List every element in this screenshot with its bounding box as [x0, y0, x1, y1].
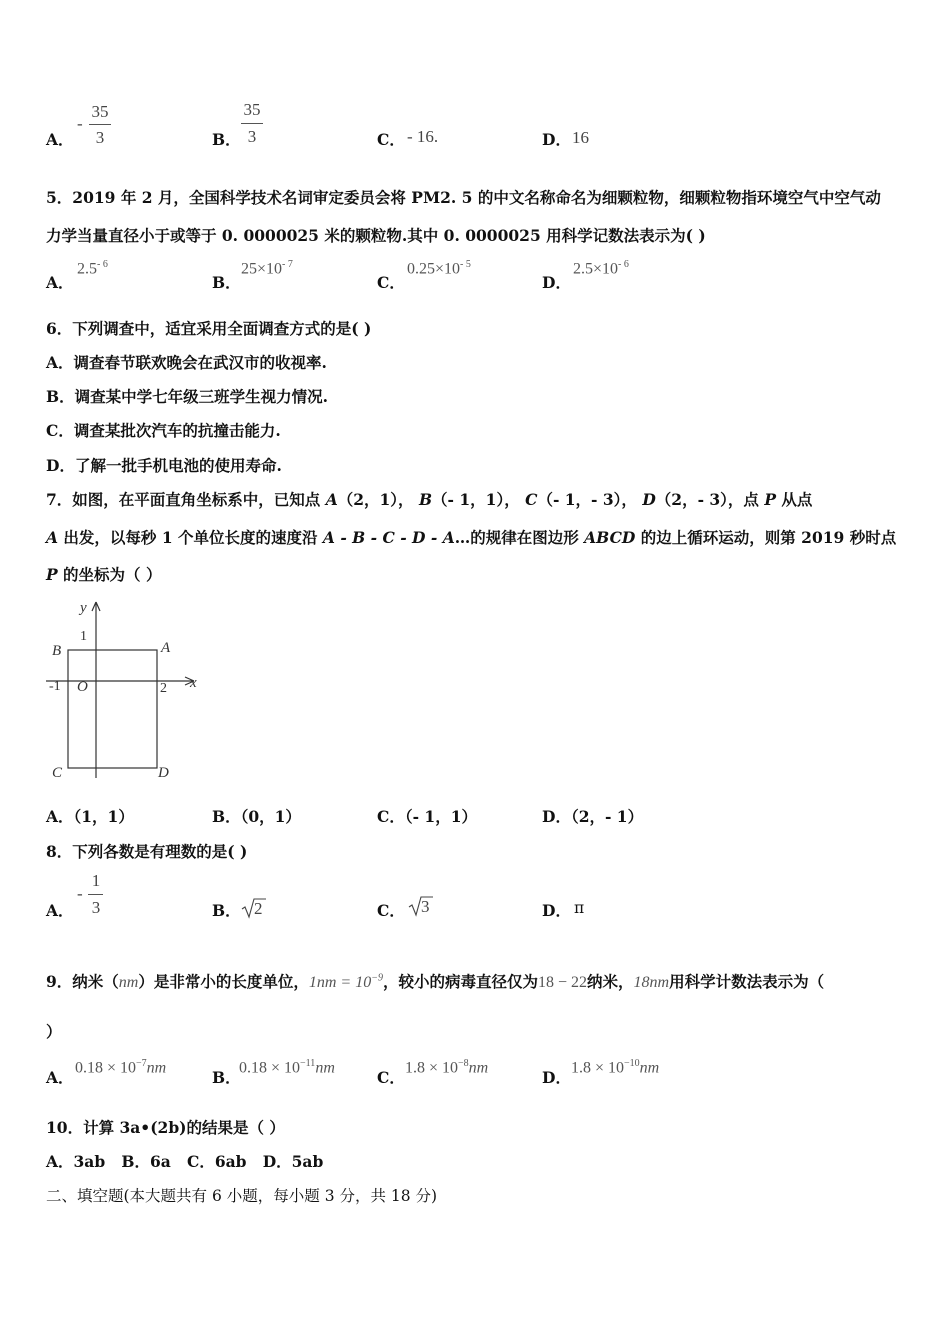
q4-option-b-fraction-bar — [241, 123, 263, 124]
q8-option-a-numerator: 1 — [91, 871, 101, 890]
q9-option-a-base: 0.18 × 10 — [75, 1059, 137, 1077]
vertex-label-a: A — [161, 640, 171, 656]
q5-option-a-exponent: - 6 — [97, 259, 108, 270]
q9-value-18nm: 18nm — [633, 974, 670, 991]
q9-option-c-exponent: −8 — [458, 1058, 469, 1069]
q9-option-b-value — [239, 1058, 335, 1077]
q9-option-b-label: B． — [212, 1068, 241, 1087]
q7-l1-point-p: P — [764, 490, 776, 509]
q5-option-b-base: 25×10 — [241, 260, 283, 278]
q9-option-b-base: 0.18 × 10 — [239, 1059, 301, 1077]
q4-option-a-label: A． — [46, 130, 74, 149]
q7-option-c: C．（- 1，1） — [377, 807, 477, 826]
q10-options: A．3ab B．6a C．6ab D．5ab — [46, 1152, 324, 1171]
q5-option-b-value — [241, 259, 293, 278]
quadrilateral-abcd — [68, 650, 157, 768]
q9-option-c-unit: nm — [468, 1059, 489, 1077]
q5-option-b-exponent: - 7 — [282, 259, 293, 270]
q7-l1-text-d: （- 1，- 3）， — [537, 490, 643, 509]
q5-option-a-base: 2.5 — [77, 260, 97, 278]
vertex-label-b: B — [52, 643, 62, 659]
q7-option-a: A．（1，1） — [46, 807, 134, 826]
q9-option-a-exponent: −7 — [136, 1058, 147, 1069]
q7-l2-text-a: 出发，以每秒 1 个单位长度的速度沿 — [58, 528, 323, 547]
q9-text-4: 纳米， — [587, 972, 634, 991]
q7-l3-point-p: P — [46, 565, 58, 584]
q4-option-a-numerator: 35 — [91, 102, 109, 121]
q5-option-d-value — [573, 259, 629, 278]
x-axis-label: x — [190, 675, 197, 691]
q7-l1-point-d: D — [642, 490, 656, 509]
q4-option-a-denominator: 3 — [95, 128, 105, 147]
q7-option-b: B．（0，1） — [212, 807, 301, 826]
q9-option-a-unit: nm — [146, 1059, 167, 1077]
q6-option-a: A．调查春节联欢晚会在武汉市的收视率. — [46, 353, 327, 372]
q5-option-d-label: D． — [542, 273, 571, 292]
q4-option-c-label: C． — [377, 130, 405, 149]
y-axis-label: y — [80, 600, 87, 616]
q9-text-1: 9．纳米（ — [46, 972, 119, 991]
q9-option-b-exponent: −11 — [300, 1058, 316, 1069]
q5-option-c-exponent: - 5 — [460, 259, 471, 270]
q9-option-a-label: A． — [46, 1068, 74, 1087]
q7-l2-quadrilateral: ABCD — [584, 528, 636, 547]
q10-stem: 10．计算 3a•(2b)的结果是（ ） — [46, 1118, 285, 1137]
q6-option-d: D．了解一批手机电池的使用寿命. — [46, 456, 282, 475]
q7-l1-text-e: （2，- 3），点 — [655, 490, 765, 509]
q9-text-3: ，较小的病毒直径仅为 — [382, 972, 538, 991]
q5-option-c-label: C． — [377, 273, 405, 292]
q9-text-5: 用科学计数法表示为（ — [669, 972, 825, 991]
q9-range: 18 − 22 — [538, 974, 588, 991]
q9-equation — [309, 974, 383, 991]
q9-option-d-label: D． — [542, 1068, 571, 1087]
q9-option-b-unit: nm — [315, 1059, 335, 1077]
origin-label: O — [77, 679, 88, 695]
tick-label-1: 1 — [80, 629, 87, 644]
tick-label-2: 2 — [160, 681, 167, 696]
q9-option-d-value — [571, 1058, 659, 1077]
q8-option-c-value: 3 — [421, 897, 430, 916]
q7-l1-point-a: A — [325, 490, 338, 509]
q7-l2-path: A - B - C - D - A — [322, 528, 455, 547]
q6-stem: 6．下列调查中，适宜采用全面调查方式的是( ) — [46, 319, 372, 338]
q4-option-c-value: - 16. — [407, 127, 439, 146]
q5-option-b-label: B． — [212, 273, 241, 292]
q7-l1-text-b: （2，1）， — [337, 490, 419, 509]
q5-option-d-base: 2.5×10 — [573, 260, 619, 278]
q7-l1-text-c: （- 1，1）， — [432, 490, 526, 509]
q8-option-c-label: C． — [377, 901, 405, 920]
q7-l2-point-a: A — [46, 528, 59, 547]
q5-option-c-base: 0.25×10 — [407, 260, 461, 278]
tick-label-neg1: -1 — [49, 679, 61, 694]
vertex-label-c: C — [52, 765, 63, 781]
q9-option-c-value — [405, 1058, 488, 1077]
q8-option-a-denominator: 3 — [91, 898, 101, 917]
q7-coordinate-figure — [44, 596, 208, 786]
q9-option-c-label: C． — [377, 1068, 405, 1087]
q8-option-a-label: A． — [46, 901, 74, 920]
q8-option-d-label: D． — [542, 901, 571, 920]
q5-stem-line1: 5．2019 年 2 月，全国科学技术名词审定委员会将 PM2. 5 的中文名称命名为细颗粒物，细颗粒物指环境空气中空气动 — [46, 188, 881, 207]
q9-stem-line2: ） — [46, 1022, 62, 1041]
q7-l1-text-f: 从点 — [775, 490, 813, 509]
q5-option-c-value — [407, 259, 471, 278]
q9-option-d-unit: nm — [639, 1059, 660, 1077]
q9-unit-nm: nm — [118, 974, 139, 991]
q4-option-d-label: D． — [542, 130, 571, 149]
q4-option-b-numerator: 35 — [243, 100, 261, 119]
q7-l2-text-c: 的边上循环运动，则第 2019 秒时点 — [635, 528, 897, 547]
q7-option-d: D．（2，- 1） — [542, 807, 644, 826]
q7-l1-point-c: C — [525, 490, 538, 509]
q9-equation-exponent: −9 — [371, 972, 383, 984]
q7-l1-point-b: B — [418, 490, 433, 509]
q5-option-d-exponent: - 6 — [618, 259, 629, 270]
q4-option-d-value: 16 — [572, 128, 589, 147]
q7-l1-text-a: 7．如图，在平面直角坐标系中，已知点 — [46, 490, 326, 509]
q9-option-d-base: 1.8 × 10 — [571, 1059, 625, 1077]
q6-option-c: C．调查某批次汽车的抗撞击能力. — [46, 421, 281, 440]
q4-option-a-sign: - — [77, 114, 83, 133]
section-2-heading: 二、填空题(本大题共有 6 小题，每小题 3 分，共 18 分) — [46, 1187, 438, 1205]
q5-option-a-label: A． — [46, 273, 74, 292]
q8-stem: 8．下列各数是有理数的是( ) — [46, 842, 248, 861]
q7-l2-text-b: …的规律在图边形 — [454, 528, 585, 547]
q7-stem-line1 — [46, 488, 812, 510]
q8-option-a-fraction-bar — [88, 894, 103, 895]
q9-option-d-exponent: −10 — [624, 1058, 640, 1069]
q4-option-b-denominator: 3 — [247, 127, 257, 146]
q5-option-a-value — [77, 259, 108, 278]
q9-option-c-base: 1.8 × 10 — [405, 1059, 459, 1077]
q7-stem-line2 — [46, 526, 896, 548]
q5-stem-line2: 力学当量直径小于或等于 0. 0000025 米的颗粒物.其中 0. 0000025 用科学记数法表示为( ) — [46, 226, 706, 245]
q9-stem-line1 — [46, 970, 824, 992]
q7-l3-text: 的坐标为（ ） — [57, 565, 162, 584]
q9-option-a-value — [75, 1058, 166, 1077]
q8-option-b-value: 2 — [254, 899, 263, 918]
q4-option-a-fraction-bar — [89, 124, 111, 125]
q9-text-2: ）是非常小的长度单位， — [138, 972, 309, 991]
q8-option-d-value: π — [574, 899, 585, 917]
q8-option-a-sign: - — [77, 884, 83, 903]
q4-option-b-label: B． — [212, 130, 241, 149]
q6-option-b: B．调查某中学七年级三班学生视力情况. — [46, 387, 328, 406]
q8-option-b-label: B． — [212, 901, 241, 920]
q7-stem-line3 — [46, 563, 161, 585]
vertex-label-d: D — [158, 765, 169, 781]
q9-equation-base: 1nm = 10 — [308, 974, 372, 991]
